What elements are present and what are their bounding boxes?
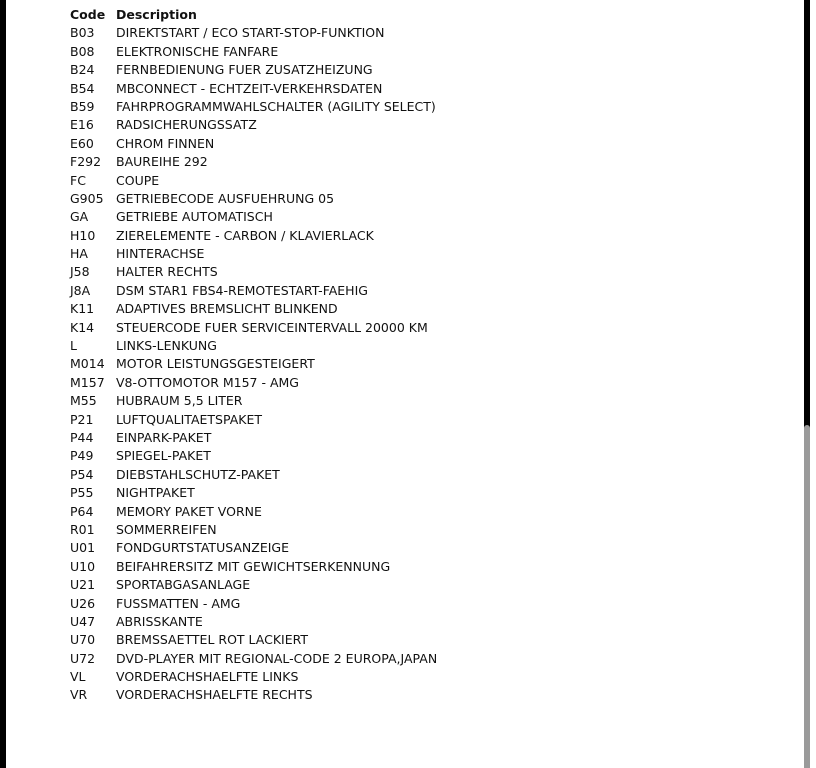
- option-code: U26: [70, 595, 96, 611]
- option-description: SPORTABGASANLAGE: [116, 577, 251, 593]
- table-row: [70, 613, 437, 631]
- table-row: [70, 392, 437, 410]
- option-code: M55: [70, 393, 97, 409]
- table-header: [70, 6, 437, 24]
- table-row: [70, 263, 437, 281]
- option-description: V8-OTTOMOTOR M157 - AMG: [116, 374, 299, 390]
- table-row: [70, 116, 437, 134]
- option-code: M014: [70, 356, 105, 372]
- option-code: P54: [70, 466, 94, 482]
- table-row: [70, 172, 437, 190]
- option-code: VL: [70, 669, 86, 685]
- table-row: [70, 650, 437, 668]
- option-description: STEUERCODE FUER SERVICEINTERVALL 20000 KM: [116, 319, 428, 335]
- table-row: [70, 245, 437, 263]
- table-row: [70, 521, 437, 539]
- option-description: CHROM FINNEN: [116, 135, 215, 151]
- option-description: DVD-PLAYER MIT REGIONAL-CODE 2 EUROPA,JAPAN: [116, 650, 438, 666]
- table-row: [70, 227, 437, 245]
- table-row: [70, 24, 437, 42]
- option-description: ADAPTIVES BREMSLICHT BLINKEND: [116, 301, 338, 317]
- table-row: [70, 43, 437, 61]
- table-row: [70, 135, 437, 153]
- table-row: [70, 98, 437, 116]
- table-row: [70, 595, 437, 613]
- table-row: [70, 686, 437, 704]
- option-code: K11: [70, 301, 95, 317]
- option-code: B24: [70, 62, 95, 78]
- table-row: [70, 374, 437, 392]
- option-description: DSM STAR1 FBS4-REMOTESTART-FAEHIG: [116, 282, 368, 298]
- option-code: B59: [70, 98, 95, 114]
- option-description: NIGHTPAKET: [116, 485, 195, 501]
- option-description: ELEKTRONISCHE FANFARE: [116, 43, 279, 59]
- option-code: F292: [70, 154, 102, 170]
- option-description: ZIERELEMENTE - CARBON / KLAVIERLACK: [116, 227, 374, 243]
- table-row: [70, 447, 437, 465]
- option-code: J8A: [70, 282, 91, 298]
- option-code: P21: [70, 411, 94, 427]
- option-description: HINTERACHSE: [116, 246, 205, 262]
- option-code: M157: [70, 374, 105, 390]
- table-row: [70, 668, 437, 686]
- table-row: [70, 484, 437, 502]
- option-description: RADSICHERUNGSSATZ: [116, 117, 257, 133]
- option-code: HA: [70, 246, 88, 262]
- option-description: VORDERACHSHAELFTE LINKS: [116, 669, 299, 685]
- option-description: DIEBSTAHLSCHUTZ-PAKET: [116, 466, 280, 482]
- option-description: LUFTQUALITAETSPAKET: [116, 411, 262, 427]
- table-row: [70, 319, 437, 337]
- option-description: HUBRAUM 5,5 LITER: [116, 393, 243, 409]
- window-edge: [810, 0, 816, 768]
- option-description: GETRIEBE AUTOMATISCH: [116, 209, 273, 225]
- option-code: P44: [70, 429, 94, 445]
- table-row: [70, 61, 437, 79]
- option-description: FAHRPROGRAMMWAHLSCHALTER (AGILITY SELECT): [116, 98, 436, 114]
- table-row: [70, 300, 437, 318]
- option-description: VORDERACHSHAELFTE RECHTS: [116, 687, 313, 703]
- table-row: [70, 208, 437, 226]
- option-description: MOTOR LEISTUNGSGESTEIGERT: [116, 356, 315, 372]
- table-row: [70, 355, 437, 373]
- option-description: LINKS-LENKUNG: [116, 338, 217, 354]
- table-row: [70, 282, 437, 300]
- table-row: [70, 631, 437, 649]
- option-code: P49: [70, 448, 94, 464]
- option-code: GA: [70, 209, 89, 225]
- table-row: [70, 558, 437, 576]
- table-row: [70, 411, 437, 429]
- option-code: U70: [70, 632, 96, 648]
- table-row: [70, 466, 437, 484]
- option-code: H10: [70, 227, 96, 243]
- option-code: B08: [70, 43, 95, 59]
- option-description: FONDGURTSTATUSANZEIGE: [116, 540, 290, 556]
- table-row: [70, 539, 437, 557]
- option-description: BREMSSAETTEL ROT LACKIERT: [116, 632, 309, 648]
- option-description: DIREKTSTART / ECO START-STOP-FUNKTION: [116, 25, 385, 41]
- option-code: U01: [70, 540, 96, 556]
- option-code: U47: [70, 613, 96, 629]
- option-code: FC: [70, 172, 86, 188]
- option-description: FERNBEDIENUNG FUER ZUSATZHEIZUNG: [116, 62, 373, 78]
- option-code: E16: [70, 117, 94, 133]
- option-description: EINPARK-PAKET: [116, 429, 212, 445]
- option-code: U21: [70, 577, 96, 593]
- column-header-description: Description: [116, 7, 197, 22]
- option-description: MEMORY PAKET VORNE: [116, 503, 262, 519]
- table-row: [70, 80, 437, 98]
- table-body: [70, 24, 437, 704]
- option-description: GETRIEBECODE AUSFUEHRUNG 05: [116, 190, 335, 206]
- option-description: SPIEGEL-PAKET: [116, 448, 211, 464]
- table-row: [70, 153, 437, 171]
- table-row: [70, 576, 437, 594]
- option-description: HALTER RECHTS: [116, 264, 218, 280]
- column-header-code: Code: [70, 7, 106, 22]
- option-code-table: [70, 6, 437, 705]
- table-row: [70, 190, 437, 208]
- option-code: P55: [70, 485, 94, 501]
- option-code: G905: [70, 190, 104, 206]
- option-code: J58: [70, 264, 90, 280]
- option-description: SOMMERREIFEN: [116, 521, 217, 537]
- option-description: MBCONNECT - ECHTZEIT-VERKEHRSDATEN: [116, 80, 383, 96]
- option-code: VR: [70, 687, 88, 703]
- option-code: K14: [70, 319, 95, 335]
- option-description: BEIFAHRERSITZ MIT GEWICHTSERKENNUNG: [116, 558, 391, 574]
- option-code: B54: [70, 80, 95, 96]
- table-row: [70, 503, 437, 521]
- document-page: [6, 0, 806, 768]
- table-row: [70, 337, 437, 355]
- option-code: B03: [70, 25, 95, 41]
- option-code: L: [70, 338, 77, 354]
- table-row: [70, 429, 437, 447]
- option-code: E60: [70, 135, 94, 151]
- option-description: COUPE: [116, 172, 160, 188]
- option-code: R01: [70, 521, 95, 537]
- option-code: P64: [70, 503, 94, 519]
- option-code: U10: [70, 558, 96, 574]
- option-description: ABRISSKANTE: [116, 613, 203, 629]
- option-code: U72: [70, 650, 96, 666]
- option-description: BAUREIHE 292: [116, 154, 208, 170]
- option-description: FUSSMATTEN - AMG: [116, 595, 241, 611]
